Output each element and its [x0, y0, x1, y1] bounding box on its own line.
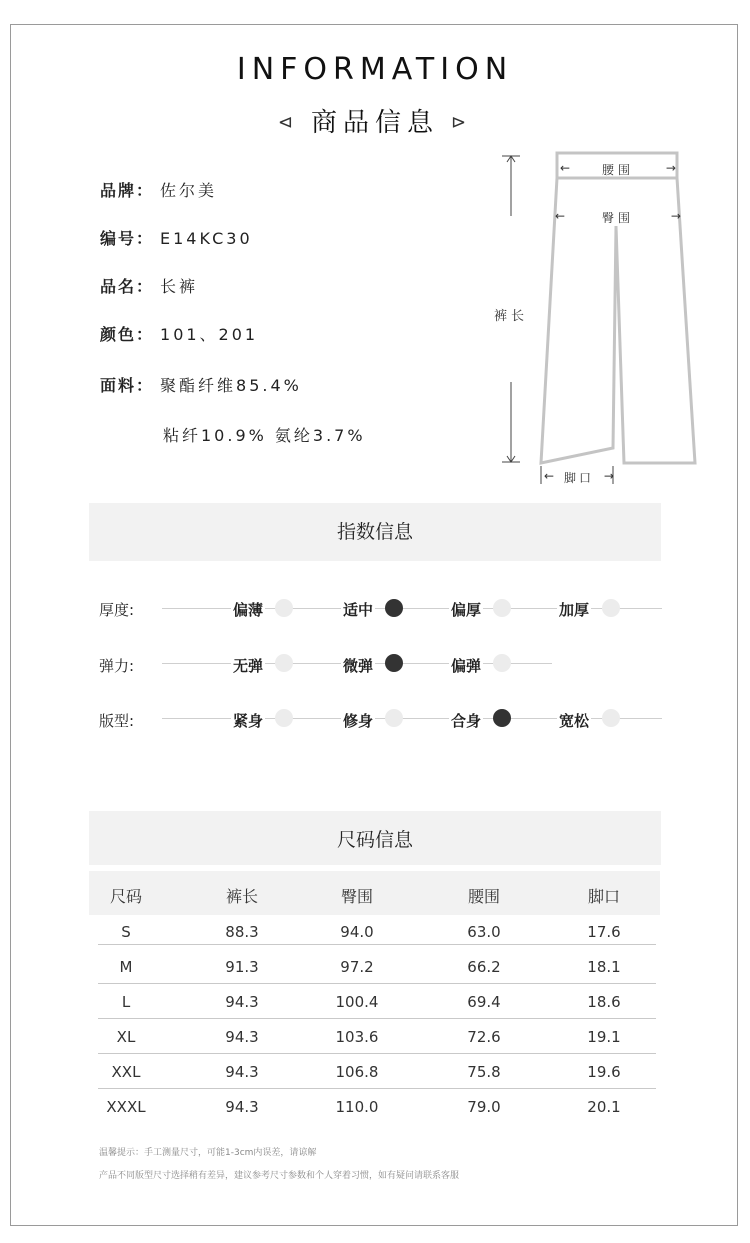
row-divider	[98, 1018, 656, 1019]
info-brand: 品牌： 佐尔美	[100, 181, 218, 200]
dot-thickness-thick	[493, 599, 511, 617]
dot-fit-regular	[493, 709, 511, 727]
dot-elasticity-high	[493, 654, 511, 672]
info-fabric-2: 粘纤10.9% 氨纶3.7%	[163, 426, 366, 445]
size-cell: S	[121, 923, 131, 941]
index-label-thickness: 厚度:	[99, 601, 135, 619]
size-cell: 94.3	[225, 1028, 259, 1046]
info-name: 品名： 长裤	[100, 277, 199, 296]
option-fit-slim: 修身	[343, 712, 374, 730]
dot-elasticity-none	[275, 654, 293, 672]
size-title: 尺码信息	[336, 829, 413, 851]
option-elasticity-high: 偏弹	[451, 657, 482, 675]
size-cell: 18.1	[587, 958, 621, 976]
size-cell: 63.0	[467, 923, 501, 941]
info-fabric: 面料： 聚酯纤维85.4%	[100, 376, 302, 395]
size-cell: XXXL	[106, 1098, 146, 1116]
index-band	[89, 503, 661, 561]
size-cell: 91.3	[225, 958, 259, 976]
size-header-cell: 腰围	[467, 887, 500, 906]
row-divider	[98, 1088, 656, 1089]
dot-thickness-extra	[602, 599, 620, 617]
size-cell: M	[119, 958, 133, 976]
size-cell: 103.6	[335, 1028, 379, 1046]
dot-fit-tight	[275, 709, 293, 727]
option-fit-regular: 合身	[451, 712, 482, 730]
info-color: 颜色： 101、201	[100, 325, 259, 344]
size-band	[89, 811, 661, 865]
dot-thickness-medium	[385, 599, 403, 617]
length-label: 裤长	[494, 309, 529, 324]
title-chinese	[0, 102, 750, 139]
option-thickness-medium: 适中	[343, 601, 374, 619]
size-header-cell: 裤长	[225, 887, 258, 906]
dot-fit-slim	[385, 709, 403, 727]
option-thickness-thick: 偏厚	[451, 601, 482, 619]
size-cell: 66.2	[467, 958, 501, 976]
size-cell: 110.0	[335, 1098, 379, 1116]
index-label-elasticity: 弹力:	[99, 657, 135, 675]
left-arrow-icon: ⊲	[277, 112, 299, 133]
size-cell: XL	[116, 1028, 136, 1046]
size-header-cell: 尺码	[109, 887, 142, 906]
info-code: 编号： E14KC30	[100, 229, 253, 248]
size-header-cell: 脚口	[587, 887, 620, 906]
title-chinese-text: 商品信息	[310, 108, 439, 138]
size-cell: 79.0	[467, 1098, 501, 1116]
size-cell: L	[121, 993, 131, 1011]
index-label-fit: 版型:	[99, 712, 135, 730]
dot-thickness-thin	[275, 599, 293, 617]
waist-label: ← 腰围 →	[560, 161, 676, 177]
index-title: 指数信息	[336, 521, 413, 543]
size-cell: 94.3	[225, 993, 259, 1011]
note-fit: 产品不同版型尺寸选择稍有差异，建议参考尺寸参数和个人穿着习惯，如有疑问请联系客服	[99, 1171, 460, 1181]
hem-label: ← 脚口 →	[544, 469, 614, 485]
size-cell: 18.6	[587, 993, 621, 1011]
size-cell: 20.1	[587, 1098, 621, 1116]
size-cell: 72.6	[467, 1028, 501, 1046]
row-divider	[98, 944, 656, 945]
size-cell: 97.2	[340, 958, 374, 976]
dot-elasticity-slight	[385, 654, 403, 672]
right-arrow-icon: ⊳	[451, 112, 473, 133]
row-divider	[98, 1053, 656, 1054]
option-elasticity-slight: 微弹	[343, 657, 374, 675]
title-english: INFORMATION	[236, 52, 514, 87]
size-cell: 100.4	[335, 993, 379, 1011]
size-cell: 69.4	[467, 993, 501, 1011]
size-cell: XXL	[111, 1063, 141, 1081]
size-cell: 17.6	[587, 923, 621, 941]
hip-label: ← 臀围 →	[555, 209, 681, 225]
size-header-cell: 臀围	[340, 887, 373, 906]
option-fit-tight: 紧身	[233, 712, 264, 730]
dot-fit-loose	[602, 709, 620, 727]
size-cell: 94.3	[225, 1098, 259, 1116]
option-thickness-thin: 偏薄	[233, 601, 264, 619]
size-cell: 106.8	[335, 1063, 379, 1081]
size-cell: 88.3	[225, 923, 259, 941]
row-divider	[98, 983, 656, 984]
note-measurement: 温馨提示：手工测量尺寸，可能1-3cm内误差，请谅解	[99, 1148, 317, 1158]
option-elasticity-none: 无弹	[233, 657, 264, 675]
option-fit-loose: 宽松	[559, 712, 590, 730]
option-thickness-extra: 加厚	[559, 601, 590, 619]
size-cell: 19.6	[587, 1063, 621, 1081]
size-cell: 19.1	[587, 1028, 621, 1046]
size-cell: 94.3	[225, 1063, 259, 1081]
size-cell: 75.8	[467, 1063, 501, 1081]
size-cell: 94.0	[340, 923, 374, 941]
